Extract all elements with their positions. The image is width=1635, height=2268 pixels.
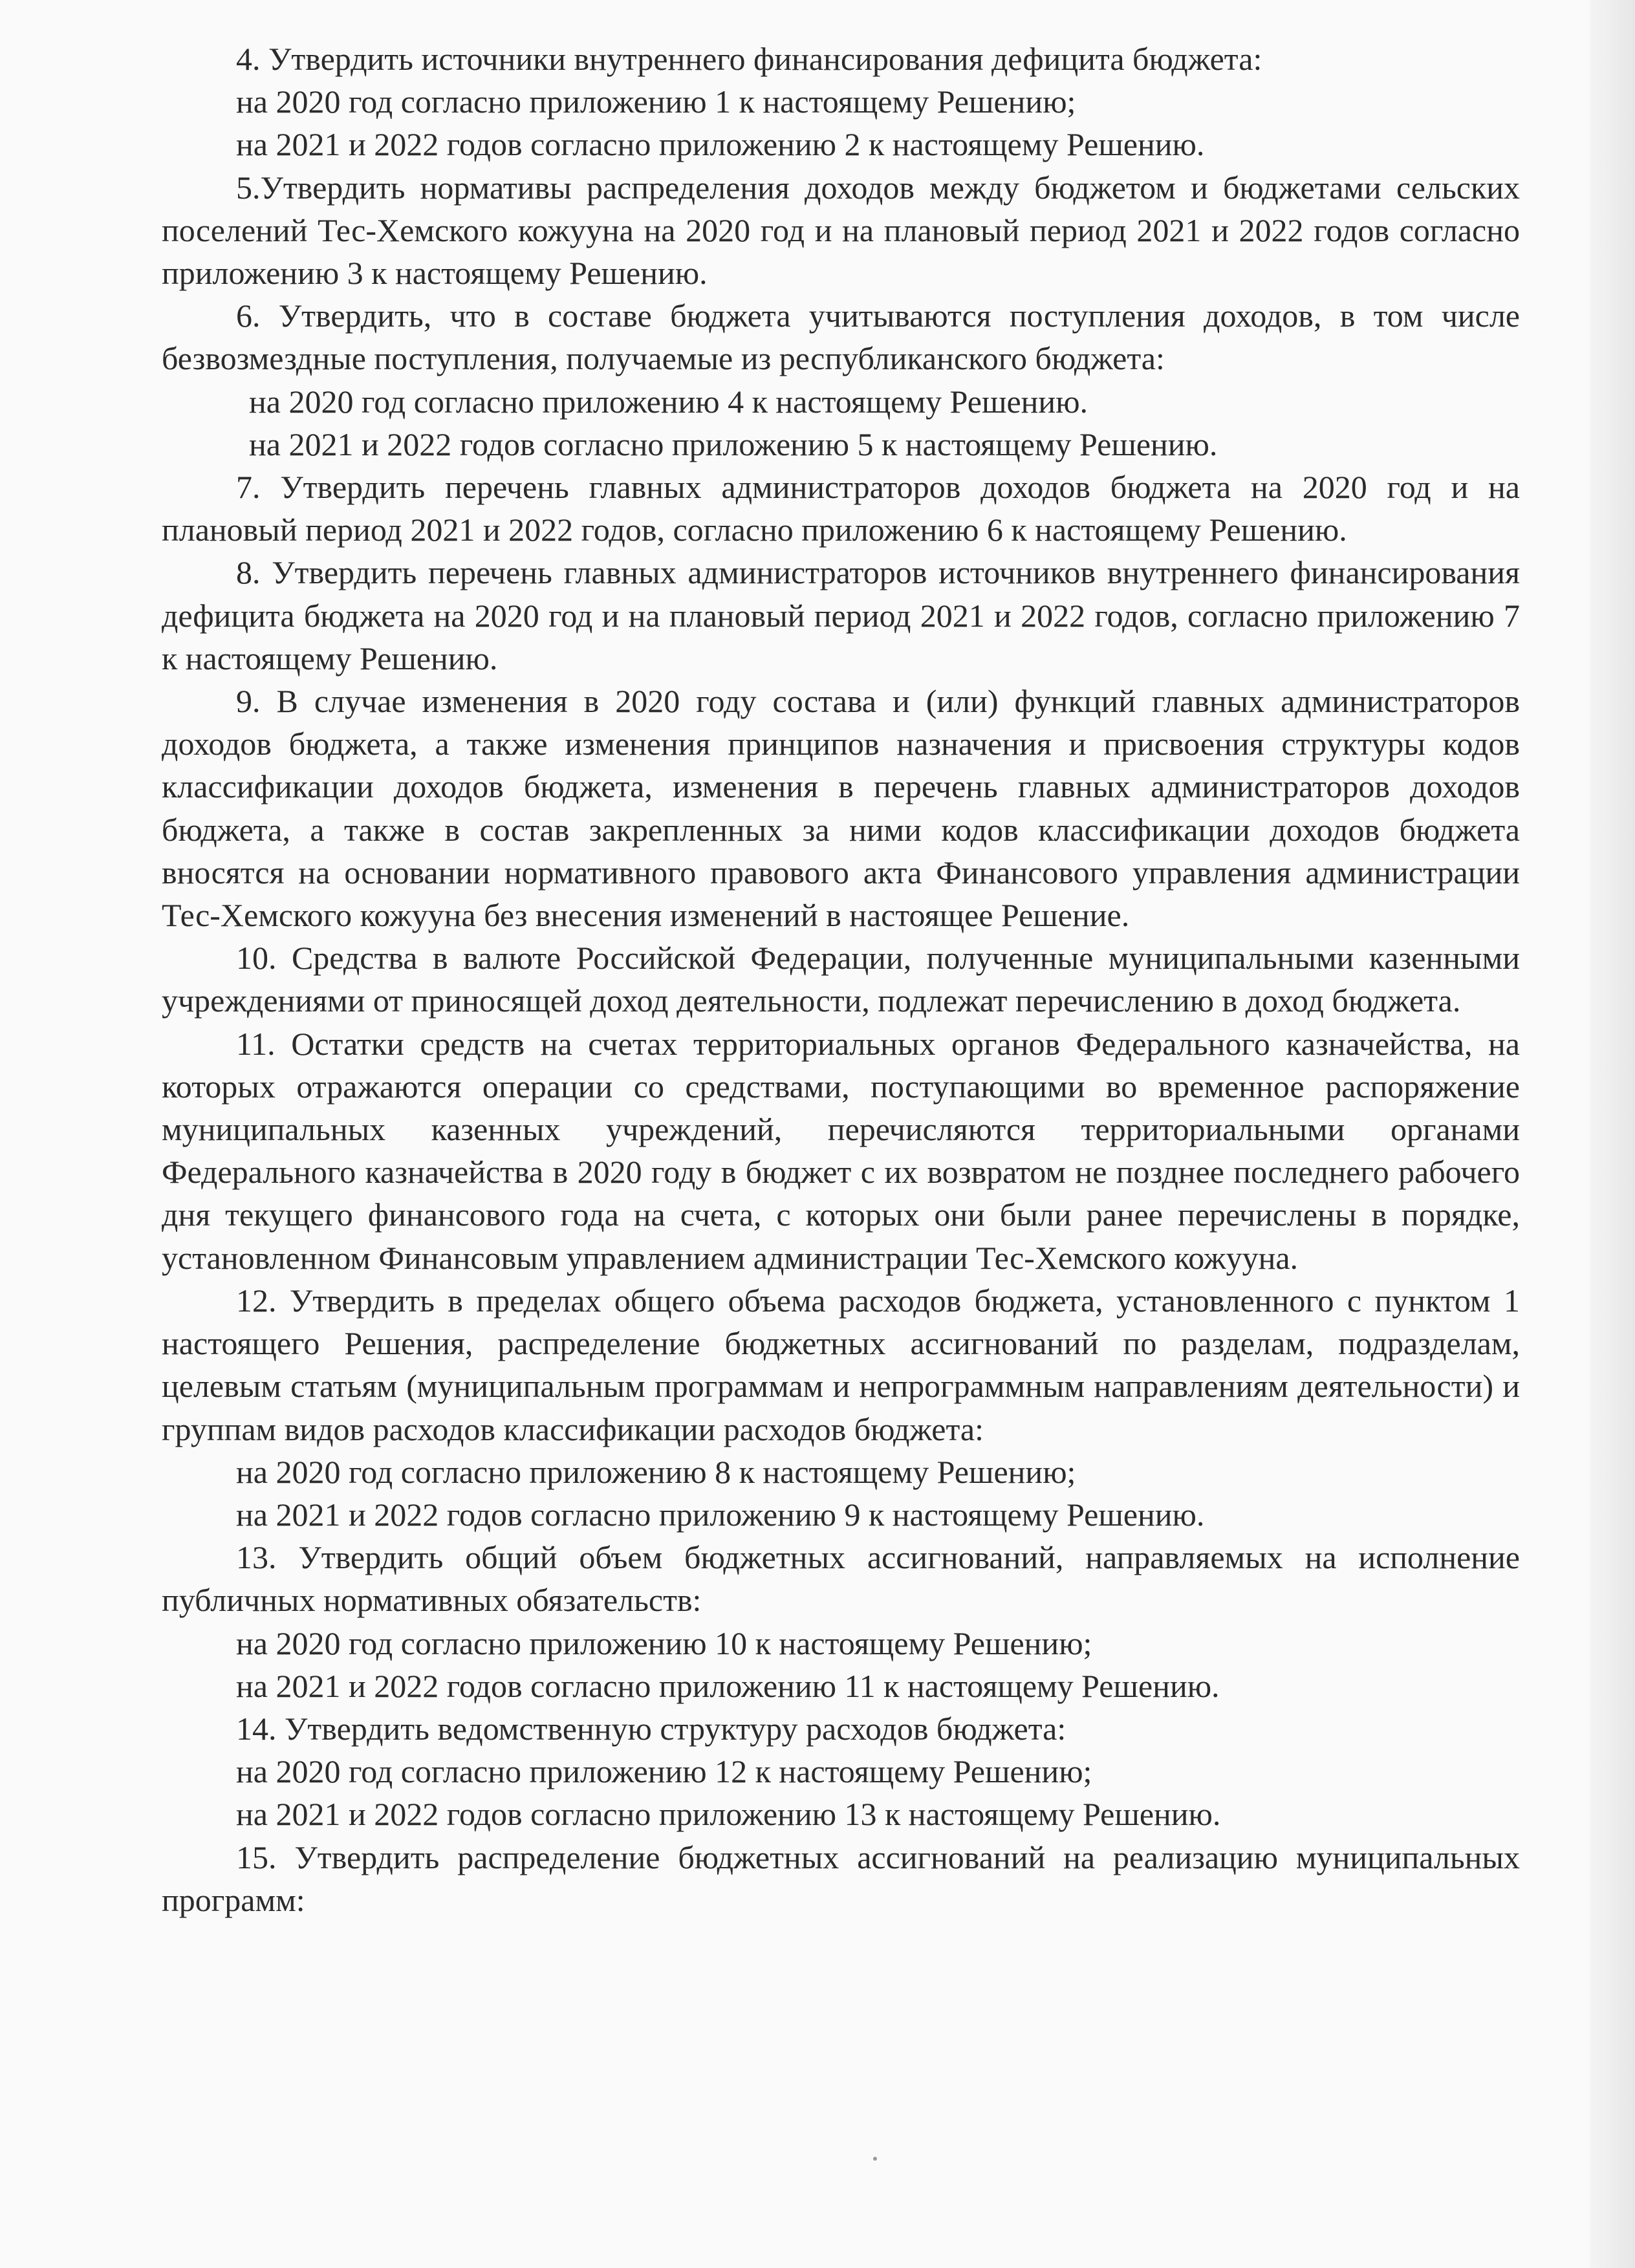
paragraph-6-item-2021-2022: на 2021 и 2022 годов согласно приложению 5 к настоящему Решению. [249,426,1218,462]
paragraph-10: 10. Средства в валюте Российской Федерации, полученные муниципальными казенными учреждениями от приносящей доход деятельности, подлежат перечислению в доход бюджета. [162,940,1520,1019]
paragraph-6-item-2020: на 2020 год согласно приложению 4 к настоящему Решению. [249,383,1088,420]
document-page [162,38,1520,1921]
paragraph-5: 5.Утвердить нормативы распределения доходов между бюджетом и бюджетами сельских поселений Тес-Хемского кожууна на 2020 год и на плановый период 2021 и 2022 годов согласно приложению 3 к настоящему Решению. [162,169,1520,292]
paragraph-14-item-2020: на 2020 год согласно приложению 12 к настоящему Решению; [236,1753,1092,1790]
paragraph-13: 13. Утвердить общий объем бюджетных ассигнований, направляемых на исполнение публичных нормативных обязательств: [162,1539,1520,1619]
paragraph-12: 12. Утвердить в пределах общего объема расходов бюджета, установленного с пунктом 1 настоящего Решения, распределение бюджетных ассигнований по разделам, подразделам, целевым статьям (муниципальным программам и непрограммным направлениям деятельности) и группам видов расходов классификации расходов бюджета: [162,1282,1520,1447]
paragraph-4-item-2020: на 2020 год согласно приложению 1 к настоящему Решению; [236,83,1076,120]
paragraph-4-item-2021-2022: на 2021 и 2022 годов согласно приложению 2 к настоящему Решению. [236,126,1205,163]
paragraph-9: 9. В случае изменения в 2020 году состава и (или) функций главных администраторов доходов бюджета, а также изменения принципов назначения и присвоения структуры кодов классификации доходов бюджета, изменения в перечень главных администраторов доходов бюджета, а также в состав закрепленных за ними кодов классификации доходов бюджета вносятся на основании нормативного правового акта Финансового управления администрации Тес-Хемского кожууна без внесения изменений в настоящее Решение. [162,683,1520,934]
paragraph-4: 4. Утвердить источники внутреннего финансирования дефицита бюджета: [236,41,1262,77]
paragraph-7: 7. Утвердить перечень главных администраторов доходов бюджета на 2020 год и на плановый период 2021 и 2022 годов, согласно приложению 6 к настоящему Решению. [162,469,1520,548]
paragraph-11: 11. Остатки средств на счетах территориальных органов Федерального казначейства, на которых отражаются операции со средствами, поступающими во временное распоряжение муниципальных казенных учреждений, перечисляются территориальными органами Федерального казначейства в 2020 году в бюджет с их возвратом не позднее последнего рабочего дня текущего финансового года на счета, с которых они были ранее перечислены в порядке, установленном Финансовым управлением администрации Тес-Хемского кожууна. [162,1025,1520,1276]
scan-speck [873,2157,877,2161]
page-edge-shadow [1590,0,1635,2268]
paragraph-12-item-2020: на 2020 год согласно приложению 8 к настоящему Решению; [236,1453,1076,1490]
paragraph-13-item-2021-2022: на 2021 и 2022 годов согласно приложению 11 к настоящему Решению. [236,1667,1220,1704]
paragraph-13-item-2020: на 2020 год согласно приложению 10 к настоящему Решению; [236,1625,1092,1661]
paragraph-14-item-2021-2022: на 2021 и 2022 годов согласно приложению 13 к настоящему Решению. [236,1796,1221,1833]
paragraph-15: 15. Утвердить распределение бюджетных ассигнований на реализацию муниципальных программ: [162,1839,1520,1918]
paragraph-14: 14. Утвердить ведомственную структуру расходов бюджета: [236,1710,1067,1747]
paragraph-8: 8. Утвердить перечень главных администраторов источников внутреннего финансирования дефицита бюджета на 2020 год и на плановый период 2021 и 2022 годов, согласно приложению 7 к настоящему Решению. [162,554,1520,676]
paragraph-6: 6. Утвердить, что в составе бюджета учитываются поступления доходов, в том числе безвозмездные поступления, получаемые из республиканского бюджета: [162,297,1520,377]
paragraph-12-item-2021-2022: на 2021 и 2022 годов согласно приложению 9 к настоящему Решению. [236,1496,1205,1533]
